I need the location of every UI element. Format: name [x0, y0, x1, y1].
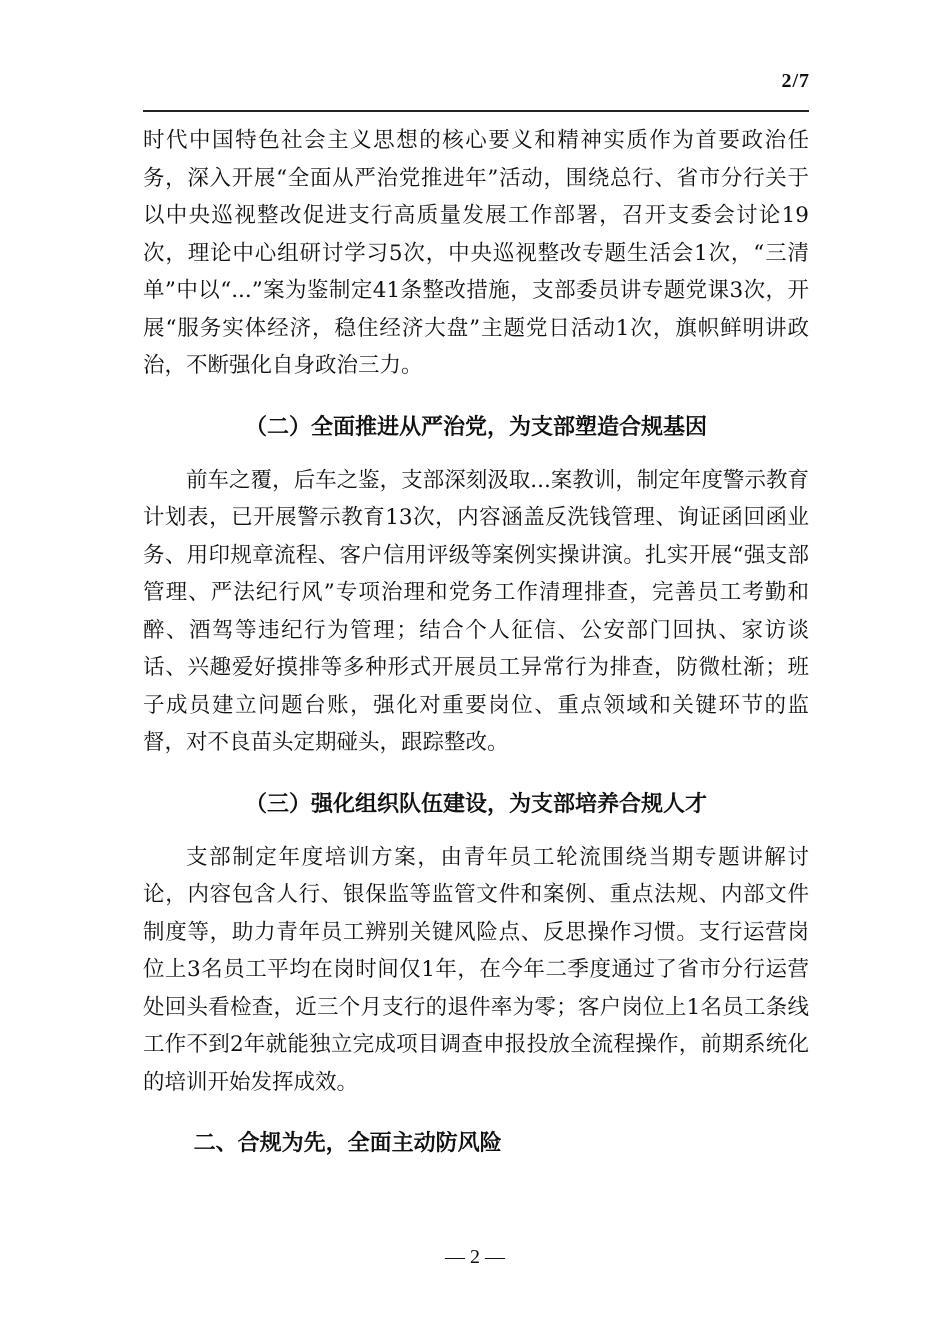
page-number: — 2 — [445, 1246, 505, 1268]
page-counter: 2/7 [781, 70, 810, 92]
section-heading-2: （二）全面推进从严治党，为支部塑造合规基因 [244, 414, 707, 440]
section-paragraph-2: 前车之覆，后车之鉴，支部深刻汲取...案教训，制定年度警示教育计划表，已开展警示教育13次，内容涵盖反洗钱管理、询证函回函业务、用印规章流程、客户信用评级等案例实操讲演。扎实开展“强支部管理、严法纪行风”专项治理和党务工作清理排查，完善员工考勤和醉、酒驾等违纪行为管理；结合个人征信、公安部门回执、家访谈话、兴趣爱好摸排等多种形式开展员工异常行为排查，防微杜渐；班子成员建立问题台账，强化对重要岗位、重点领域和关键环节的监督，对不良苗头定期碰头，跟踪整改。 [143, 467, 809, 755]
main-heading-2: 二、合规为先，全面主动防风险 [193, 1131, 502, 1156]
document-body [143, 122, 809, 1162]
spacer [143, 1101, 809, 1125]
spacer [143, 823, 809, 839]
section-heading-3: （三）强化组织队伍建设，为支部培养合规人才 [244, 791, 707, 817]
spacer [143, 446, 809, 462]
section-paragraph-3: 支部制定年度培训方案，由青年员工轮流围绕当期专题讲解讨论，内容包含人行、银保监等监管文件和案例、重点法规、内部文件制度等，助力青年员工辨别关键风险点、反思操作习惯。支行运营岗位上3名员工平均在岗时间仅1年，在今年二季度通过了省市分行运营处回头看检查，近三个月支行的退件率为零；客户岗位上1名员工条线工作不到2年就能独立完成项目调查申报投放全流程操作，前期系统化的培训开始发挥成效。 [143, 844, 809, 1095]
spacer [143, 762, 809, 786]
intro-paragraph: 时代中国特色社会主义思想的核心要义和精神实质作为首要政治任务，深入开展“全面从严治党推进年”活动，围绕总行、省市分行关于以中央巡视整改促进支行高质量发展工作部署，召开支委会讨论19次，理论中心组研讨学习5次，中央巡视整改专题生活会1次，“三清单”中以“...”案为鉴制定41条整改措施，支部委员讲专题党课3次，开展“服务实体经济，稳住经济大盘”主题党日活动1次，旗帜鲜明讲政治，不断强化自身政治三力。 [143, 128, 809, 378]
header-divider [143, 110, 809, 112]
spacer [143, 385, 809, 409]
